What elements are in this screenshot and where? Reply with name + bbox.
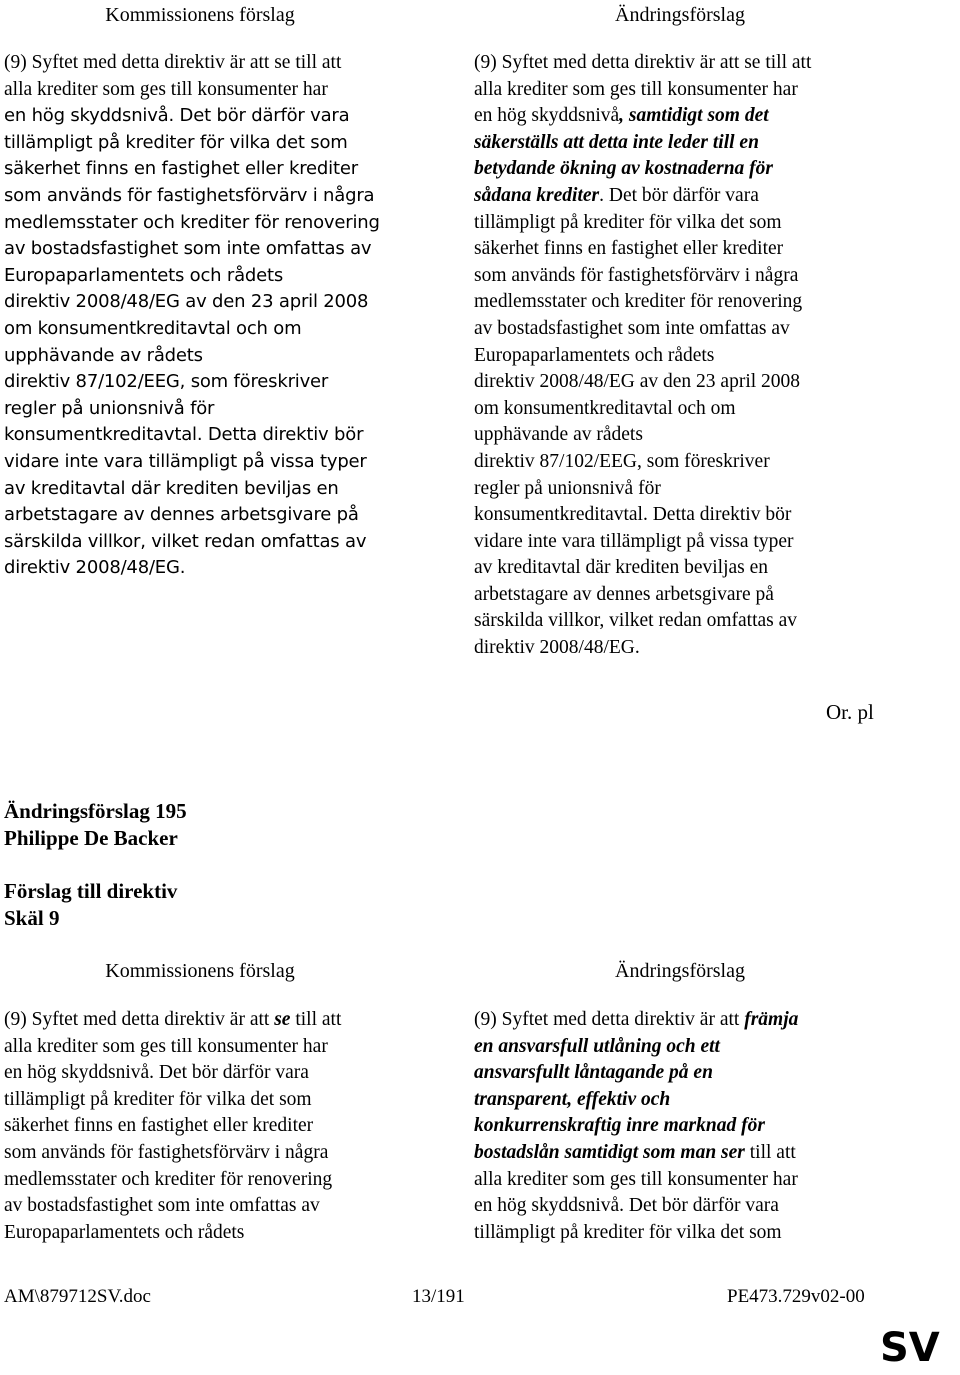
text-line: (9) Syftet med detta direktiv är att se till att: [474, 52, 812, 73]
text-line: direktiv 2008/48/EG.: [474, 637, 640, 659]
text-line: direktiv 87/102/EEG, som föreskriver: [474, 450, 770, 472]
text-line: konsumentkreditavtal. Detta direktiv bör: [474, 504, 792, 526]
amendment-text-9b: [474, 1007, 934, 1246]
text-line: upphävande av rådets: [4, 344, 203, 366]
text-line: (9) Syftet med detta direktiv är att se till att: [4, 52, 342, 73]
text-line: vidare inte vara tillämpligt på vissa typer: [474, 530, 794, 552]
inserted-text: främja: [744, 1009, 799, 1030]
text-line: tillämpligt på krediter för vilka det som: [474, 211, 782, 233]
text-span: en hög skyddsnivå: [474, 105, 620, 127]
amendment-text-9: [474, 50, 934, 662]
commission-text-9: [4, 50, 434, 582]
text-span: . Det bör därför vara: [599, 184, 759, 206]
inserted-text: säkerställs att detta inte leder till en: [474, 131, 759, 153]
right-column-header: Ändringsförslag: [615, 4, 745, 26]
left-column-header: Kommissionens förslag: [105, 4, 295, 26]
text-line: [474, 1087, 934, 1114]
text-line: tillämpligt på krediter för vilka det som: [4, 1088, 312, 1110]
inserted-text: ansvarsfullt låntagande på en: [474, 1062, 713, 1084]
text-line: av bostadsfastighet som inte omfattas av: [4, 1195, 320, 1217]
text-line: [474, 1007, 934, 1034]
document-reference: AM\879712SV.doc: [4, 1286, 151, 1307]
text-span: (9) Syftet med detta direktiv är att: [474, 1009, 745, 1030]
text-line: [474, 1140, 934, 1167]
amendment-number: Ändringsförslag 195: [4, 799, 187, 823]
text-span: till att: [744, 1141, 796, 1163]
text-span: (9) Syftet med detta direktiv är att: [4, 1009, 275, 1030]
text-line: tillämpligt på krediter för vilka det som: [474, 1221, 782, 1243]
inserted-text: konkurrenskraftig inre marknad för: [474, 1115, 765, 1137]
text-line: regler på unionsnivå för: [474, 477, 661, 499]
text-line: som används för fastighetsförvärv i några: [474, 264, 799, 286]
text-line: säkerhet finns en fastighet eller krediter: [474, 238, 784, 260]
text-line: en hög skyddsnivå. Det bör därför vara: [4, 105, 350, 127]
inserted-text: , samtidigt som det: [619, 105, 769, 127]
text-line: om konsumentkreditavtal och om: [474, 397, 736, 419]
amendment-author: Philippe De Backer: [4, 826, 178, 850]
text-line: Europaparlamentets och rådets: [474, 344, 715, 366]
text-line: arbetstagare av dennes arbetsgivare på: [4, 504, 359, 526]
text-line: alla krediter som ges till konsumenter har: [474, 78, 798, 100]
text-line: konsumentkreditavtal. Detta direktiv bör: [4, 424, 364, 446]
text-line: [474, 183, 934, 210]
text-line: som används för fastighetsförvärv i några: [4, 1141, 329, 1163]
text-line: [474, 1113, 934, 1140]
recital-label: Skäl 9: [4, 906, 60, 930]
inserted-text: transparent, effektiv och: [474, 1088, 671, 1110]
text-line: vidare inte vara tillämpligt på vissa typer: [4, 450, 367, 472]
text-line: säkerhet finns en fastighet eller krediter: [4, 1115, 314, 1137]
text-line: av kreditavtal där krediten beviljas en: [474, 557, 769, 579]
text-line: särskilda villkor, vilket redan omfattas av: [474, 610, 798, 632]
commission-text-9b: [4, 1007, 434, 1246]
text-line: direktiv 2008/48/EG.: [4, 557, 186, 579]
page-number: 13/191: [412, 1286, 465, 1307]
text-line: särskilda villkor, vilket redan omfattas av: [4, 530, 367, 552]
text-line: [474, 103, 934, 130]
text-span: till att: [290, 1009, 342, 1030]
inserted-text: sådana krediter: [474, 184, 600, 206]
text-line: [474, 1034, 934, 1061]
text-line: en hög skyddsnivå. Det bör därför vara: [474, 1195, 779, 1217]
text-line: [4, 1007, 434, 1034]
text-line: av bostadsfastighet som inte omfattas av: [4, 238, 372, 260]
text-line: arbetstagare av dennes arbetsgivare på: [474, 583, 774, 605]
text-line: [474, 1060, 934, 1087]
text-line: Europaparlamentets och rådets: [4, 1221, 245, 1243]
inserted-text: betydande ökning av kostnaderna för: [474, 158, 774, 180]
inserted-text: en ansvarsfull utlåning och ett: [474, 1035, 720, 1057]
text-line: som används för fastighetsförvärv i några: [4, 184, 375, 206]
deleted-text: se: [274, 1009, 291, 1030]
text-line: säkerhet finns en fastighet eller krediter: [4, 158, 358, 180]
text-line: av bostadsfastighet som inte omfattas av: [474, 317, 790, 339]
text-line: en hög skyddsnivå. Det bör därför vara: [4, 1062, 309, 1084]
text-line: alla krediter som ges till konsumenter har: [4, 1035, 328, 1057]
text-line: alla krediter som ges till konsumenter har: [474, 1168, 798, 1190]
text-line: regler på unionsnivå för: [4, 397, 215, 419]
text-line: medlemsstater och krediter för renovering: [4, 211, 380, 233]
text-line: direktiv 2008/48/EG av den 23 april 2008: [474, 371, 801, 393]
text-line: om konsumentkreditavtal och om: [4, 317, 302, 339]
proposal-title: Förslag till direktiv: [4, 879, 178, 903]
text-line: Europaparlamentets och rådets: [4, 264, 284, 286]
text-line: medlemsstater och krediter för renovering: [474, 291, 803, 313]
text-line: [474, 130, 934, 157]
inserted-text: bostadslån samtidigt som man ser: [474, 1141, 745, 1163]
text-line: [474, 156, 934, 183]
text-line: direktiv 87/102/EEG, som föreskriver: [4, 371, 329, 393]
original-language-note: Or. pl: [826, 700, 874, 724]
text-line: tillämpligt på krediter för vilka det som: [4, 131, 348, 153]
text-line: upphävande av rådets: [474, 424, 643, 446]
text-line: direktiv 2008/48/EG av den 23 april 2008: [4, 291, 369, 313]
right-column-header: Ändringsförslag: [615, 960, 745, 982]
left-column-header: Kommissionens förslag: [105, 960, 295, 982]
text-line: medlemsstater och krediter för renovering: [4, 1168, 333, 1190]
language-code: SV: [880, 1325, 940, 1371]
text-line: av kreditavtal där krediten beviljas en: [4, 477, 339, 499]
text-line: alla krediter som ges till konsumenter har: [4, 78, 328, 100]
pe-reference: PE473.729v02-00: [727, 1286, 865, 1307]
